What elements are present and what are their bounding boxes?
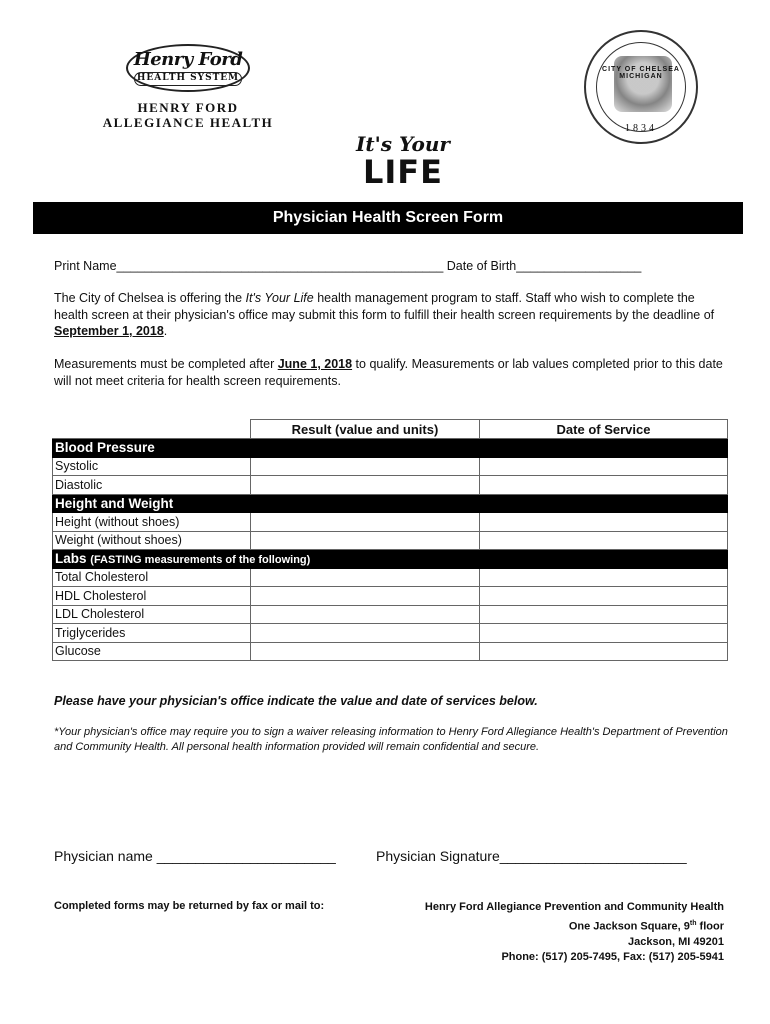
form-title: Physician Health Screen Form <box>33 202 743 234</box>
name-dob-line <box>54 258 734 275</box>
its-your-text: It's Your <box>356 132 450 156</box>
section-blood-pressure <box>53 439 728 458</box>
row-label: LDL Cholesterol <box>53 605 251 624</box>
table-row <box>53 457 728 476</box>
life-text: LIFE <box>362 153 443 191</box>
measure-text-2: to qualify. Measurements or lab values completed prior to this date will not meet criteria for health screen requirements. <box>54 357 723 388</box>
row-label: Glucose <box>53 642 251 661</box>
intro-text-3: . <box>163 324 168 338</box>
date-cell[interactable] <box>480 642 728 661</box>
address-line2 <box>425 916 724 935</box>
result-cell[interactable] <box>251 476 480 495</box>
result-cell[interactable] <box>251 642 480 661</box>
dob-field[interactable]: __________________ <box>516 259 642 273</box>
table-row <box>53 568 728 587</box>
print-name-field[interactable]: _______________________________________________ <box>116 259 444 273</box>
health-system-label: HEALTH SYSTEM <box>134 72 242 86</box>
address-line2-text: One Jackson Square, 9 <box>568 920 690 933</box>
intro-paragraph <box>54 290 724 340</box>
table-row <box>53 624 728 643</box>
intro-text-2: health management program to staff. Staff who wish to complete the health screen at their physician's office may submit this form to fulfill their health screen requirements by the deadline of <box>54 291 715 322</box>
date-cell[interactable] <box>480 587 728 606</box>
table-header-row <box>53 420 728 439</box>
row-label: Total Cholesterol <box>53 568 251 587</box>
header-blank <box>53 420 251 439</box>
header-date-of-service: Date of Service <box>480 420 728 439</box>
labs-title: Labs <box>55 551 87 567</box>
return-address <box>425 900 724 966</box>
org-name-line2: ALLEGIANCE HEALTH <box>102 115 274 130</box>
address-line2-floor: floor <box>696 920 724 933</box>
org-name-line1: HENRY FORD <box>137 100 239 115</box>
row-label: Height (without shoes) <box>53 513 251 532</box>
header-result: Result (value and units) <box>251 420 480 439</box>
dob-label: Date of Birth <box>446 259 517 273</box>
measurement-paragraph <box>54 356 724 389</box>
result-cell[interactable] <box>251 513 480 532</box>
henry-ford-logo <box>88 44 288 134</box>
section-title <box>53 550 728 569</box>
henry-ford-oval <box>126 44 250 92</box>
address-line3: Jackson, MI 49201 <box>627 935 724 948</box>
section-title: Blood Pressure <box>53 439 728 458</box>
row-label: Weight (without shoes) <box>53 531 251 550</box>
date-cell[interactable] <box>480 624 728 643</box>
print-name-label: Print Name <box>54 259 117 273</box>
waiver-note: *Your physician's office may require you to sign a waiver releasing information to Henry Ford Allegiance Health's Department of Prevention and Community Health. All personal health information provided will remain confidential and secure. <box>54 726 728 753</box>
seal-image <box>614 56 672 112</box>
date-cell[interactable] <box>480 605 728 624</box>
result-cell[interactable] <box>251 568 480 587</box>
intro-text-1: The City of Chelsea is offering the <box>54 291 246 305</box>
result-cell[interactable] <box>251 605 480 624</box>
result-cell[interactable] <box>251 624 480 643</box>
date-cell[interactable] <box>480 531 728 550</box>
program-name: It's Your Life <box>245 291 314 305</box>
deadline-date: September 1, 2018 <box>54 324 164 338</box>
return-instructions: Completed forms may be returned by fax or mail to: <box>54 900 325 912</box>
city-seal <box>584 30 698 144</box>
its-your-life-logo <box>355 134 451 194</box>
measure-text-1: Measurements must be completed after <box>54 357 278 371</box>
date-cell[interactable] <box>480 457 728 476</box>
seal-year: 1834 <box>625 123 657 134</box>
date-cell[interactable] <box>480 476 728 495</box>
labs-subtitle: (FASTING measurements of the following) <box>90 554 311 567</box>
row-label: Triglycerides <box>53 624 251 643</box>
section-labs <box>53 550 728 569</box>
row-label: Systolic <box>53 457 251 476</box>
result-cell[interactable] <box>251 457 480 476</box>
table-row <box>53 605 728 624</box>
result-cell[interactable] <box>251 587 480 606</box>
address-line4: Phone: (517) 205-7495, Fax: (517) 205-5941 <box>501 951 724 964</box>
table-row <box>53 531 728 550</box>
table-row <box>53 587 728 606</box>
date-cell[interactable] <box>480 568 728 587</box>
result-cell[interactable] <box>251 531 480 550</box>
physician-signature-field[interactable]: Physician Signature________________________ <box>376 848 687 864</box>
table-row <box>53 513 728 532</box>
address-line2-sup: th <box>689 919 697 927</box>
section-title: Height and Weight <box>53 494 728 513</box>
seal-text: CITY OF CHELSEA MICHIGAN <box>602 66 680 80</box>
table-row <box>53 642 728 661</box>
health-screen-table <box>52 419 728 661</box>
qualify-date: June 1, 2018 <box>277 357 353 371</box>
date-cell[interactable] <box>480 513 728 532</box>
address-line1: Henry Ford Allegiance Prevention and Community Health <box>424 901 724 913</box>
physician-name-field[interactable]: Physician name _______________________ <box>54 848 336 864</box>
row-label: HDL Cholesterol <box>53 587 251 606</box>
table-row <box>53 476 728 495</box>
henry-ford-script: Henry Ford <box>133 49 243 70</box>
section-height-weight <box>53 494 728 513</box>
row-label: Diastolic <box>53 476 251 495</box>
physician-instruction: Please have your physician's office indicate the value and date of services below. <box>54 694 538 708</box>
